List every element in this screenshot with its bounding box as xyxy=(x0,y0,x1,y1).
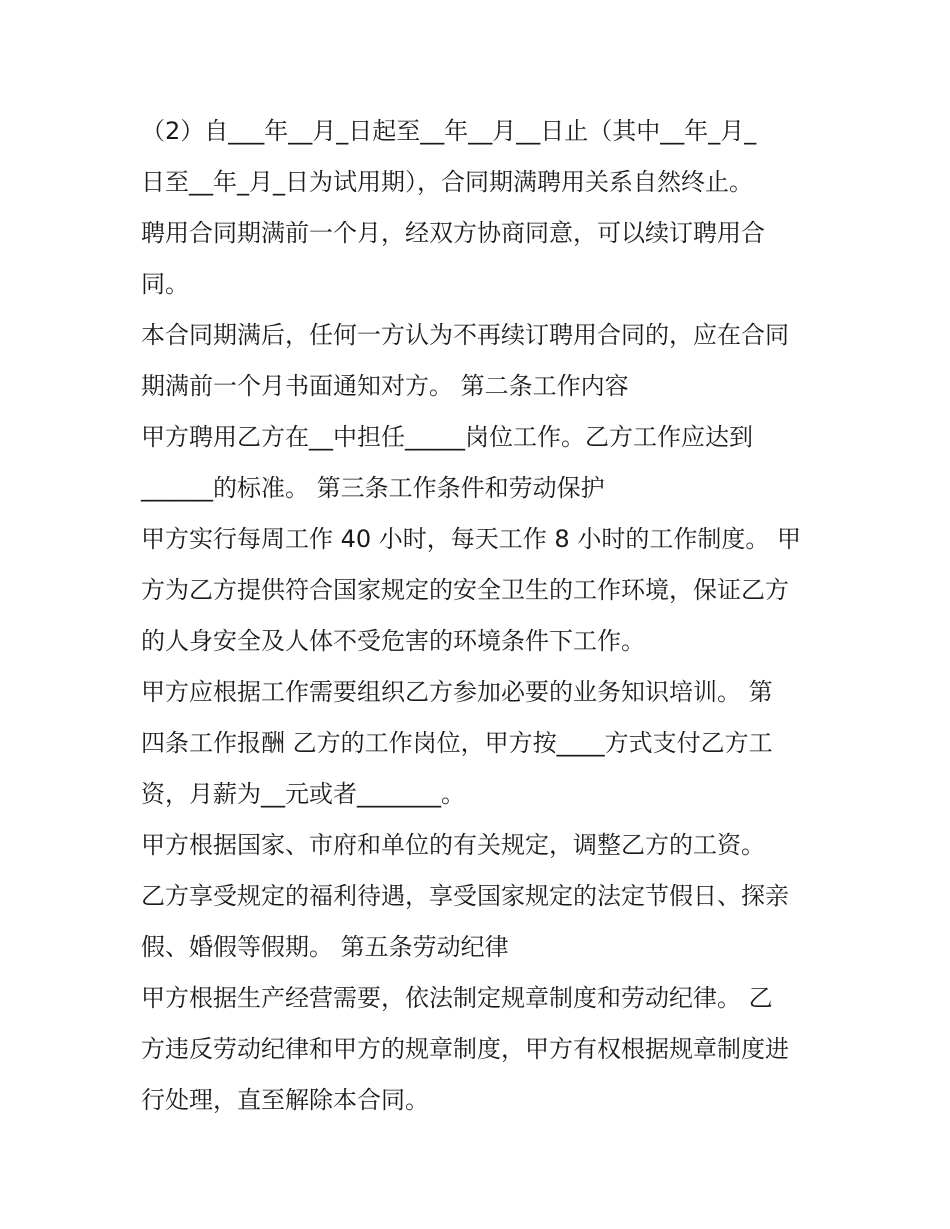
text-line: 甲方实行每周工作 40 小时，每天工作 8 小时的工作制度。 甲 xyxy=(141,525,801,553)
text-line: 甲方聘用乙方在__中担任_____岗位工作。乙方工作应达到 xyxy=(141,423,753,451)
contract-body xyxy=(141,106,831,1126)
text-line: 四条工作报酬 乙方的工作岗位，甲方按____方式支付乙方工 xyxy=(141,729,773,757)
text-line: 资，月薪为__元或者_______。 xyxy=(141,780,465,808)
text-line: 期满前一个月书面通知对方。 第二条工作内容 xyxy=(141,372,629,400)
text-line: 方为乙方提供符合国家规定的安全卫生的工作环境，保证乙方 xyxy=(141,576,789,604)
text-line: 本合同期满后，任何一方认为不再续订聘用合同的，应在合同 xyxy=(141,321,789,349)
text-line: 方违反劳动纪律和甲方的规章制度，甲方有权根据规章制度进 xyxy=(141,1035,789,1063)
text-line: 甲方根据国家、市府和单位的有关规定，调整乙方的工资。 xyxy=(141,831,765,859)
text-line: 乙方享受规定的福利待遇，享受国家规定的法定节假日、探亲 xyxy=(141,882,789,910)
text-line: （2）自___年__月_日起至__年__月__日止（其中__年_月_ xyxy=(141,117,757,145)
text-line: 行处理，直至解除本合同。 xyxy=(141,1086,429,1114)
text-line: 聘用合同期满前一个月，经双方协商同意，可以续订聘用合 xyxy=(141,219,765,247)
text-line: 的人身安全及人体不受危害的环境条件下工作。 xyxy=(141,627,645,655)
text-line: 日至__年_月_日为试用期），合同期满聘用关系自然终止。 xyxy=(141,168,753,196)
text-line: 假、婚假等假期。 第五条劳动纪律 xyxy=(141,933,509,961)
text-line: 甲方应根据工作需要组织乙方参加必要的业务知识培训。 第 xyxy=(141,678,773,706)
text-line: 甲方根据生产经营需要，依法制定规章制度和劳动纪律。 乙 xyxy=(141,984,773,1012)
text-line: 同。 xyxy=(141,270,189,298)
text-line: ______的标准。 第三条工作条件和劳动保护 xyxy=(141,474,605,502)
